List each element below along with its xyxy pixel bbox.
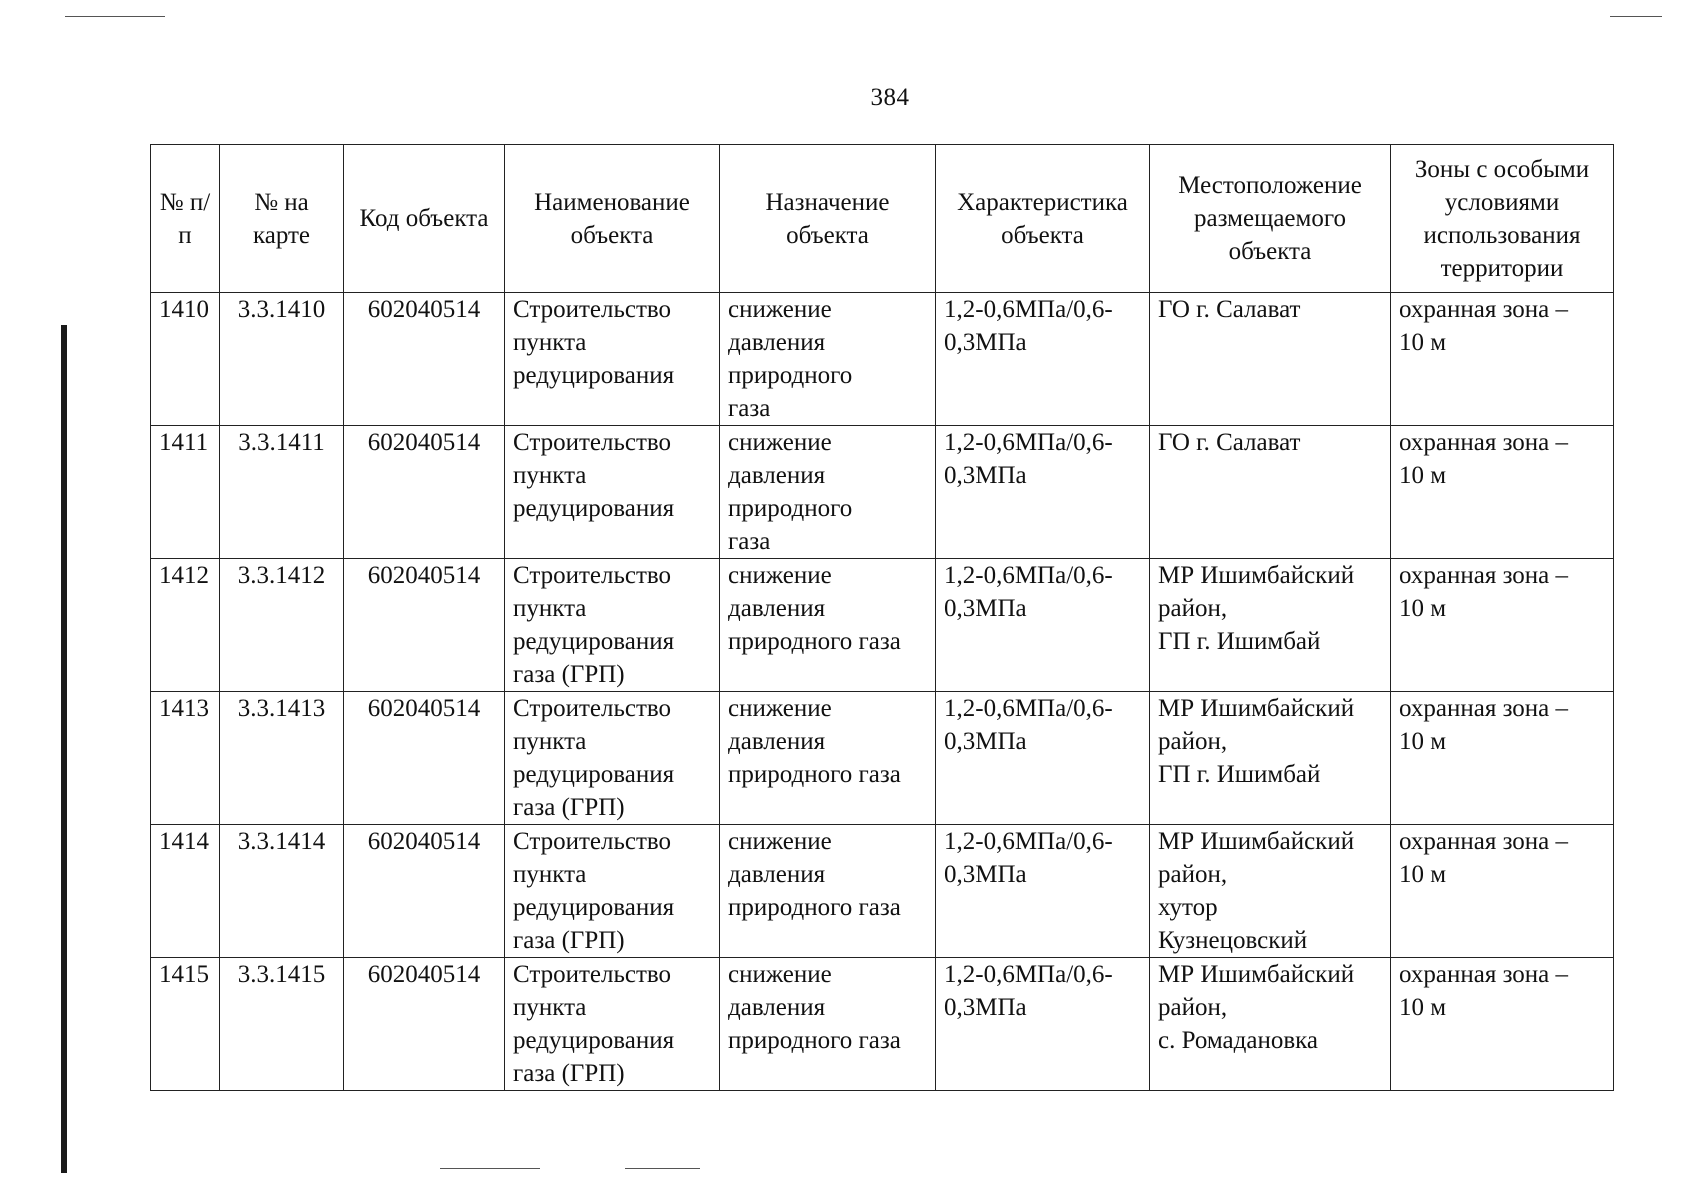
scan-edge-top-right bbox=[1610, 16, 1662, 17]
cell-zones: охранная зона – 10 м bbox=[1391, 559, 1614, 692]
cell-zones: охранная зона – 10 м bbox=[1391, 426, 1614, 559]
cell-zones: охранная зона – 10 м bbox=[1391, 692, 1614, 825]
cell-location: МР Ишимбайский район, хутор Кузнецовский bbox=[1150, 825, 1391, 958]
cell-map: 3.3.1412 bbox=[220, 559, 344, 692]
header-location: Местоположение размещаемого объекта bbox=[1150, 145, 1391, 293]
cell-map: 3.3.1413 bbox=[220, 692, 344, 825]
cell-characteristic: 1,2-0,6МПа/0,6- 0,3МПа bbox=[936, 426, 1150, 559]
table-row bbox=[151, 293, 1614, 426]
table-header-row bbox=[151, 145, 1614, 293]
cell-zones: охранная зона – 10 м bbox=[1391, 293, 1614, 426]
cell-code: 602040514 bbox=[344, 426, 505, 559]
cell-name: Строительство пункта редуцирования газа (ГРП) bbox=[505, 825, 720, 958]
cell-purpose: снижение давления природного газа bbox=[720, 958, 936, 1091]
header-characteristic: Характеристика объекта bbox=[936, 145, 1150, 293]
scan-edge-bottom-1 bbox=[440, 1168, 540, 1169]
table-row bbox=[151, 692, 1614, 825]
cell-location: МР Ишимбайский район, с. Ромадановка bbox=[1150, 958, 1391, 1091]
header-purpose: Назначение объекта bbox=[720, 145, 936, 293]
header-code: Код объекта bbox=[344, 145, 505, 293]
cell-purpose: снижение давления природного газа bbox=[720, 559, 936, 692]
header-map: № на карте bbox=[220, 145, 344, 293]
scan-edge-left-bar bbox=[61, 325, 67, 1173]
table-row bbox=[151, 559, 1614, 692]
cell-characteristic: 1,2-0,6МПа/0,6- 0,3МПа bbox=[936, 293, 1150, 426]
cell-location: ГО г. Салават bbox=[1150, 426, 1391, 559]
cell-characteristic: 1,2-0,6МПа/0,6- 0,3МПа bbox=[936, 825, 1150, 958]
cell-num: 1413 bbox=[151, 692, 220, 825]
cell-location: МР Ишимбайский район, ГП г. Ишимбай bbox=[1150, 692, 1391, 825]
cell-code: 602040514 bbox=[344, 958, 505, 1091]
cell-purpose: снижение давления природного газа bbox=[720, 692, 936, 825]
cell-name: Строительство пункта редуцирования bbox=[505, 293, 720, 426]
cell-purpose: снижение давления природного газа bbox=[720, 426, 936, 559]
cell-code: 602040514 bbox=[344, 559, 505, 692]
cell-num: 1412 bbox=[151, 559, 220, 692]
objects-table bbox=[150, 144, 1614, 1091]
cell-num: 1414 bbox=[151, 825, 220, 958]
cell-num: 1410 bbox=[151, 293, 220, 426]
cell-name: Строительство пункта редуцирования газа (ГРП) bbox=[505, 692, 720, 825]
cell-zones: охранная зона – 10 м bbox=[1391, 958, 1614, 1091]
cell-location: МР Ишимбайский район, ГП г. Ишимбай bbox=[1150, 559, 1391, 692]
cell-map: 3.3.1411 bbox=[220, 426, 344, 559]
cell-num: 1411 bbox=[151, 426, 220, 559]
cell-code: 602040514 bbox=[344, 825, 505, 958]
cell-map: 3.3.1415 bbox=[220, 958, 344, 1091]
page-number: 384 bbox=[870, 84, 910, 111]
table-row bbox=[151, 825, 1614, 958]
cell-name: Строительство пункта редуцирования газа (ГРП) bbox=[505, 559, 720, 692]
cell-map: 3.3.1414 bbox=[220, 825, 344, 958]
cell-purpose: снижение давления природного газа bbox=[720, 825, 936, 958]
cell-zones: охранная зона – 10 м bbox=[1391, 825, 1614, 958]
cell-location: ГО г. Салават bbox=[1150, 293, 1391, 426]
cell-characteristic: 1,2-0,6МПа/0,6- 0,3МПа bbox=[936, 958, 1150, 1091]
scan-edge-top-left bbox=[65, 16, 165, 17]
cell-num: 1415 bbox=[151, 958, 220, 1091]
cell-purpose: снижение давления природного газа bbox=[720, 293, 936, 426]
header-name: Наименование объекта bbox=[505, 145, 720, 293]
cell-characteristic: 1,2-0,6МПа/0,6- 0,3МПа bbox=[936, 559, 1150, 692]
cell-characteristic: 1,2-0,6МПа/0,6- 0,3МПа bbox=[936, 692, 1150, 825]
cell-code: 602040514 bbox=[344, 293, 505, 426]
header-zones: Зоны с особыми условиями использования территории bbox=[1391, 145, 1614, 293]
table-row bbox=[151, 426, 1614, 559]
cell-name: Строительство пункта редуцирования газа (ГРП) bbox=[505, 958, 720, 1091]
cell-code: 602040514 bbox=[344, 692, 505, 825]
header-num: № п/п bbox=[151, 145, 220, 293]
table-row bbox=[151, 958, 1614, 1091]
cell-name: Строительство пункта редуцирования bbox=[505, 426, 720, 559]
cell-map: 3.3.1410 bbox=[220, 293, 344, 426]
scan-edge-bottom-2 bbox=[625, 1168, 700, 1169]
